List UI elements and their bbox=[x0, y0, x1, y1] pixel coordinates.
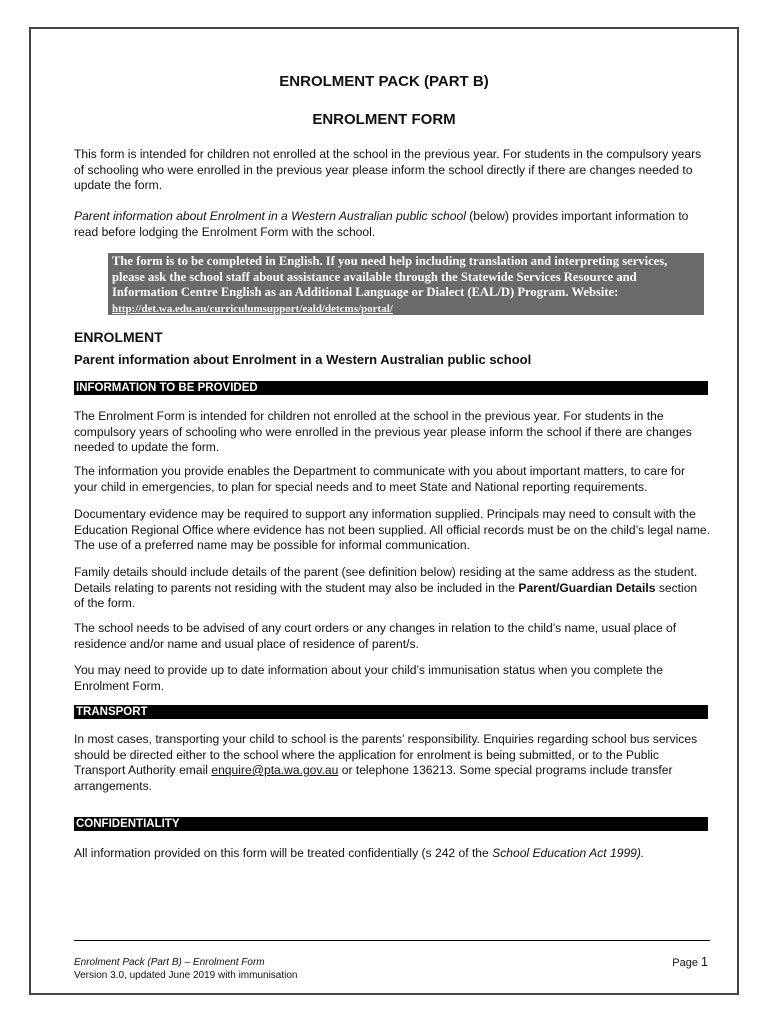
info-paragraph-4-bold: Parent/Guardian Details bbox=[518, 580, 656, 595]
form-title: ENROLMENT FORM bbox=[312, 111, 456, 128]
parent-info-paragraph bbox=[74, 209, 710, 240]
confidentiality-act: School Education Act 1999). bbox=[492, 846, 645, 860]
footer-page-number bbox=[672, 955, 708, 969]
language-notice-box bbox=[108, 253, 704, 315]
eald-website-link[interactable]: http://det.wa.edu.au/curriculumsupport/eald/detcms/portal/ bbox=[112, 302, 393, 315]
footer-version: Version 3.0, updated June 2019 with immunisation bbox=[74, 970, 298, 981]
info-paragraph-4 bbox=[74, 565, 710, 612]
notice-text: The form is to be completed in English. If you need help including translation and interpreting services, please ask the school staff about assistance available through the Statewide Services Resource and Information Centre English as an Additional Language or Dialect (EAL/D) Program. Website: bbox=[112, 254, 668, 300]
footer-doc-title: Enrolment Pack (Part B) – Enrolment Form bbox=[74, 957, 265, 968]
transport-text-a: In most cases, transporting your child to school is the parents’ responsibility. Enquiries regarding school bus services should be directed either to the school where the application for enrolment is being submitted, or to the Public Transport Authority email bbox=[74, 732, 698, 777]
section-subheading: Parent information about Enrolment in a Western Australian public school bbox=[74, 352, 532, 367]
info-paragraph-3: Documentary evidence may be required to support any information supplied. Principals may need to consult with the Education Regional Office where evidence has not been supplied. All official records must be on the child’s legal name. The use of a preferred name may be possible for informal communication. bbox=[74, 507, 710, 552]
section-heading: ENROLMENT bbox=[74, 329, 163, 345]
confidentiality-paragraph bbox=[74, 846, 710, 862]
page-label: Page bbox=[672, 957, 702, 969]
page-number: 1 bbox=[701, 955, 708, 969]
info-paragraph-1: The Enrolment Form is intended for children not enrolled at the school in the previous year. For students in the compulsory years of schooling who were enrolled in the previous year please inform the school if there are changes needed to update the form. bbox=[74, 409, 692, 454]
document-title: ENROLMENT PACK (PART B) bbox=[279, 73, 489, 90]
transport-section-bar: TRANSPORT bbox=[74, 705, 708, 719]
transport-paragraph bbox=[74, 732, 710, 794]
intro-paragraph: This form is intended for children not enrolled at the school in the previous year. For students in the compulsory years of schooling who were enrolled in the previous year please inform the school directly if there are changes needed to update the form. bbox=[74, 147, 702, 192]
info-paragraph-4-a: Family details should include details of the parent (see definition below) residing at the same address as the student. Details relating to parents not residing with the student may also be included in the bbox=[74, 565, 698, 595]
info-section-bar: INFORMATION TO BE PROVIDED bbox=[74, 381, 708, 395]
info-paragraph-2: The information you provide enables the Department to communicate with you about important matters, to care for your child in emergencies, to plan for special needs and to meet State and National reporting requirements. bbox=[74, 464, 686, 494]
info-paragraph-6: You may need to provide up to date information about your child’s immunisation status when you complete the Enrolment Form. bbox=[74, 663, 663, 693]
info-paragraph-4-b: section of the form. bbox=[74, 580, 698, 610]
confidentiality-section-bar: CONFIDENTIALITY bbox=[74, 817, 708, 831]
info-paragraph-5: The school needs to be advised of any court orders or any changes in relation to the child’s name, usual place of residence and/or name and usual place of residence of parent/s. bbox=[74, 621, 677, 651]
transport-text-b: or telephone 136213. Some special programs include transfer arrangements. bbox=[74, 763, 673, 793]
parent-info-rest: (below) provides important information to read before lodging the Enrolment Form with the school. bbox=[74, 209, 689, 239]
confidentiality-text: All information provided on this form will be treated confidentially (s 242 of the bbox=[74, 846, 493, 860]
pta-email-link[interactable]: enquire@pta.wa.gov.au bbox=[211, 763, 339, 777]
parent-info-italic: Parent information about Enrolment in a Western Australian public school bbox=[74, 209, 466, 223]
footer-divider bbox=[74, 940, 710, 941]
document-page bbox=[29, 27, 739, 995]
